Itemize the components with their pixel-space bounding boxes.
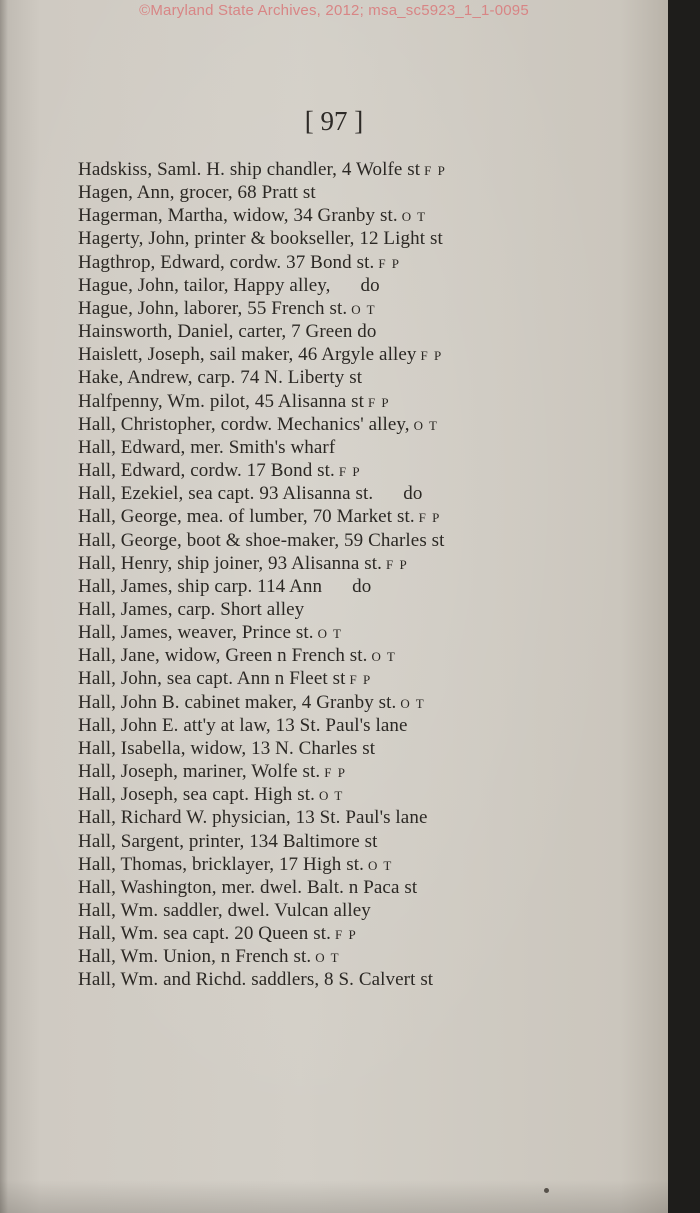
entry-name: Hall, Wm. [78,900,159,921]
page-edge-shadow [0,1180,668,1213]
entry-district-code: F P [418,510,441,526]
directory-entry [78,621,598,644]
entry-description: printer & bookseller, 12 Light st [194,228,443,250]
directory-entry [78,899,598,922]
entry-district-code: F P [334,927,358,943]
entry-description: sea capt. 93 Alisanna st. [188,483,374,505]
directory-entry [78,830,598,853]
entry-description: ship joiner, 93 Alisanna st. [177,552,382,574]
entry-name: Hall, Isabella, [78,737,186,759]
entry-description: printer, 134 Baltimore st [188,830,378,852]
entry-ditto: do [352,575,372,597]
entry-description: mer. dwel. Balt. n Paca st [221,876,418,898]
archive-watermark: ©Maryland State Archives, 2012; msa_sc5923_1_1-0095 [139,2,529,19]
entry-description: laborer, 55 French st. [183,297,348,319]
directory-entry [78,436,598,459]
directory-entry [78,297,598,320]
entry-district-code: O T [401,209,427,225]
entry-name: Hall, James, [78,575,173,597]
directory-entry [78,366,598,389]
entry-description: carp. 74 N. Liberty st [197,367,363,389]
entry-description: carter, 7 Green do [238,321,377,343]
page-number: [ 97 ] [304,106,364,136]
entry-ditto: do [360,274,380,296]
directory-entry [78,413,598,436]
entry-description: cordw. 37 Bond st. [229,251,375,273]
entry-description: tailor, Happy alley, [183,274,331,296]
directory-entry [78,853,598,876]
entry-name: Hall, Wm. [78,946,159,968]
entry-district-code: F P [378,255,401,271]
entry-district-code: O T [351,301,377,317]
directory-entry [78,691,598,714]
directory-entry [78,552,598,575]
directory-entry [78,575,598,598]
directory-entry [78,459,598,482]
directory-entry [78,227,598,250]
entry-district-code: O T [413,417,439,433]
directory-entry [78,505,598,528]
entry-description: sea capt. Ann n Fleet st [166,668,346,690]
entry-description: mea. of lumber, 70 Market st. [186,506,415,528]
entry-district-code: F P [385,556,409,572]
entry-description: saddlers, 8 S. Calvert st [251,969,434,991]
entry-name: Hall, James, [78,598,173,620]
entry-name: Hall, Edward, [78,460,186,482]
directory-entry [78,204,598,227]
entry-description: cordw. Mechanics' alley, [220,413,410,435]
directory-entry [78,181,598,204]
directory-entry [78,806,598,829]
entry-description: pilot, 45 Alisanna st [209,390,364,412]
entry-name: Hall, Christopher, [78,413,216,435]
entry-district-code: O T [317,626,343,642]
entry-description: widow, Green n French st. [164,645,368,667]
entry-district-code: F P [367,394,391,410]
entry-name: Hall, George, [78,506,182,528]
entry-name: Hall, Henry, [78,552,173,574]
entry-name: Hague, John, [78,274,179,296]
entry-district-code: O T [400,695,426,711]
entry-name: Hall, Richard W. [78,807,208,829]
directory-entry [78,876,598,899]
entry-name: Hall, Edward, [78,436,186,458]
entry-name: Hall, John B. [78,691,180,713]
entry-description: boot & shoe-maker, 59 Charles st [186,529,445,551]
ink-smudge [544,1188,549,1193]
entry-description: weaver, Prince st. [177,622,314,644]
entry-name: Hall, John E. [78,714,179,736]
entry-district-code: F P [424,163,447,178]
directory-entry [78,922,598,945]
entry-name: Halfpenny, Wm. [78,390,205,412]
directory-entry [78,274,598,297]
directory-entry [78,158,598,181]
entry-name: Hall, Washington, [78,876,217,898]
entry-description: sea capt. 20 Queen st. [163,923,331,945]
entry-description: att'y at law, 13 St. Paul's lane [183,714,408,736]
entry-description: ship chandler, 4 Wolfe st [229,159,421,180]
entry-name: Hall, James, [78,622,173,644]
entry-description: cabinet maker, 4 Granby st. [184,691,397,713]
directory-entry [78,482,598,505]
directory-entry [78,343,598,366]
entry-description: saddler, dwel. Vulcan alley [163,900,371,921]
entry-description: physician, 13 St. Paul's lane [212,807,428,829]
entry-description: mariner, Wolfe st. [182,761,321,783]
directory-entry [78,598,598,621]
entry-district-code: O T [318,788,344,804]
entry-name: Hall, John, [78,668,162,690]
directory-entry [78,945,598,968]
entry-name: Hall, Jane, [78,645,160,667]
entry-description: bricklayer, 17 High st. [192,853,364,875]
entry-description: grocer, 68 Pratt st [179,182,316,204]
entry-name: Hall, Joseph, [78,761,178,783]
entry-district-code: O T [367,857,393,873]
directory-entry [78,251,598,274]
entry-description: ship carp. 114 Ann [177,575,323,597]
entry-description: sail maker, 46 Argyle alley [209,344,417,366]
entry-name: Hall, Ezekiel, [78,483,184,505]
entry-description: mer. Smith's wharf [190,436,336,458]
entry-name: Hall, George, [78,529,182,551]
entry-name: Hake, Andrew, [78,367,193,389]
entry-description: widow, 34 Granby st. [232,205,398,227]
entry-name: Hainsworth, Daniel, [78,321,234,343]
entry-name: Haislett, Joseph, [78,344,205,366]
directory-entry [78,390,598,413]
entry-name: Hadskiss, Saml. H. [78,159,225,180]
entry-district-code: F P [324,765,347,781]
entry-district-code: F P [338,464,362,480]
entry-name: Hall, Sargent, [78,830,185,852]
entry-district-code: O T [315,950,341,966]
directory-entry [78,644,598,667]
entry-description: widow, 13 N. Charles st [190,737,376,759]
entry-district-code: O T [371,649,397,665]
directory-entry [78,529,598,552]
entry-name: Hall, Wm. [78,923,159,945]
entry-description: Union, n French st. [163,946,312,968]
entry-description: carp. Short alley [177,598,305,620]
directory-entry [78,714,598,737]
entry-district-code: F P [420,348,443,364]
entry-name: Hall, Joseph, [78,784,178,806]
entry-name: Hagen, Ann, [78,182,175,204]
entry-district-code: F P [349,672,372,688]
directory-entry [78,968,598,991]
directory-entry [78,320,598,343]
entry-name: Hagerman, Martha, [78,205,228,227]
entry-description: cordw. 17 Bond st. [190,460,335,482]
directory-entries [78,158,598,992]
entry-name: Hague, John, [78,297,179,319]
entry-name: Hall, Wm. and Richd. [78,969,247,991]
directory-entry [78,760,598,783]
directory-entry [78,737,598,760]
entry-name: Hall, Thomas, [78,853,188,875]
directory-entry [78,667,598,690]
entry-name: Hagerty, John, [78,228,190,250]
entry-ditto: do [403,483,423,505]
entry-description: sea capt. High st. [182,784,315,806]
directory-entry [78,783,598,806]
entry-name: Hagthrop, Edward, [78,251,225,273]
